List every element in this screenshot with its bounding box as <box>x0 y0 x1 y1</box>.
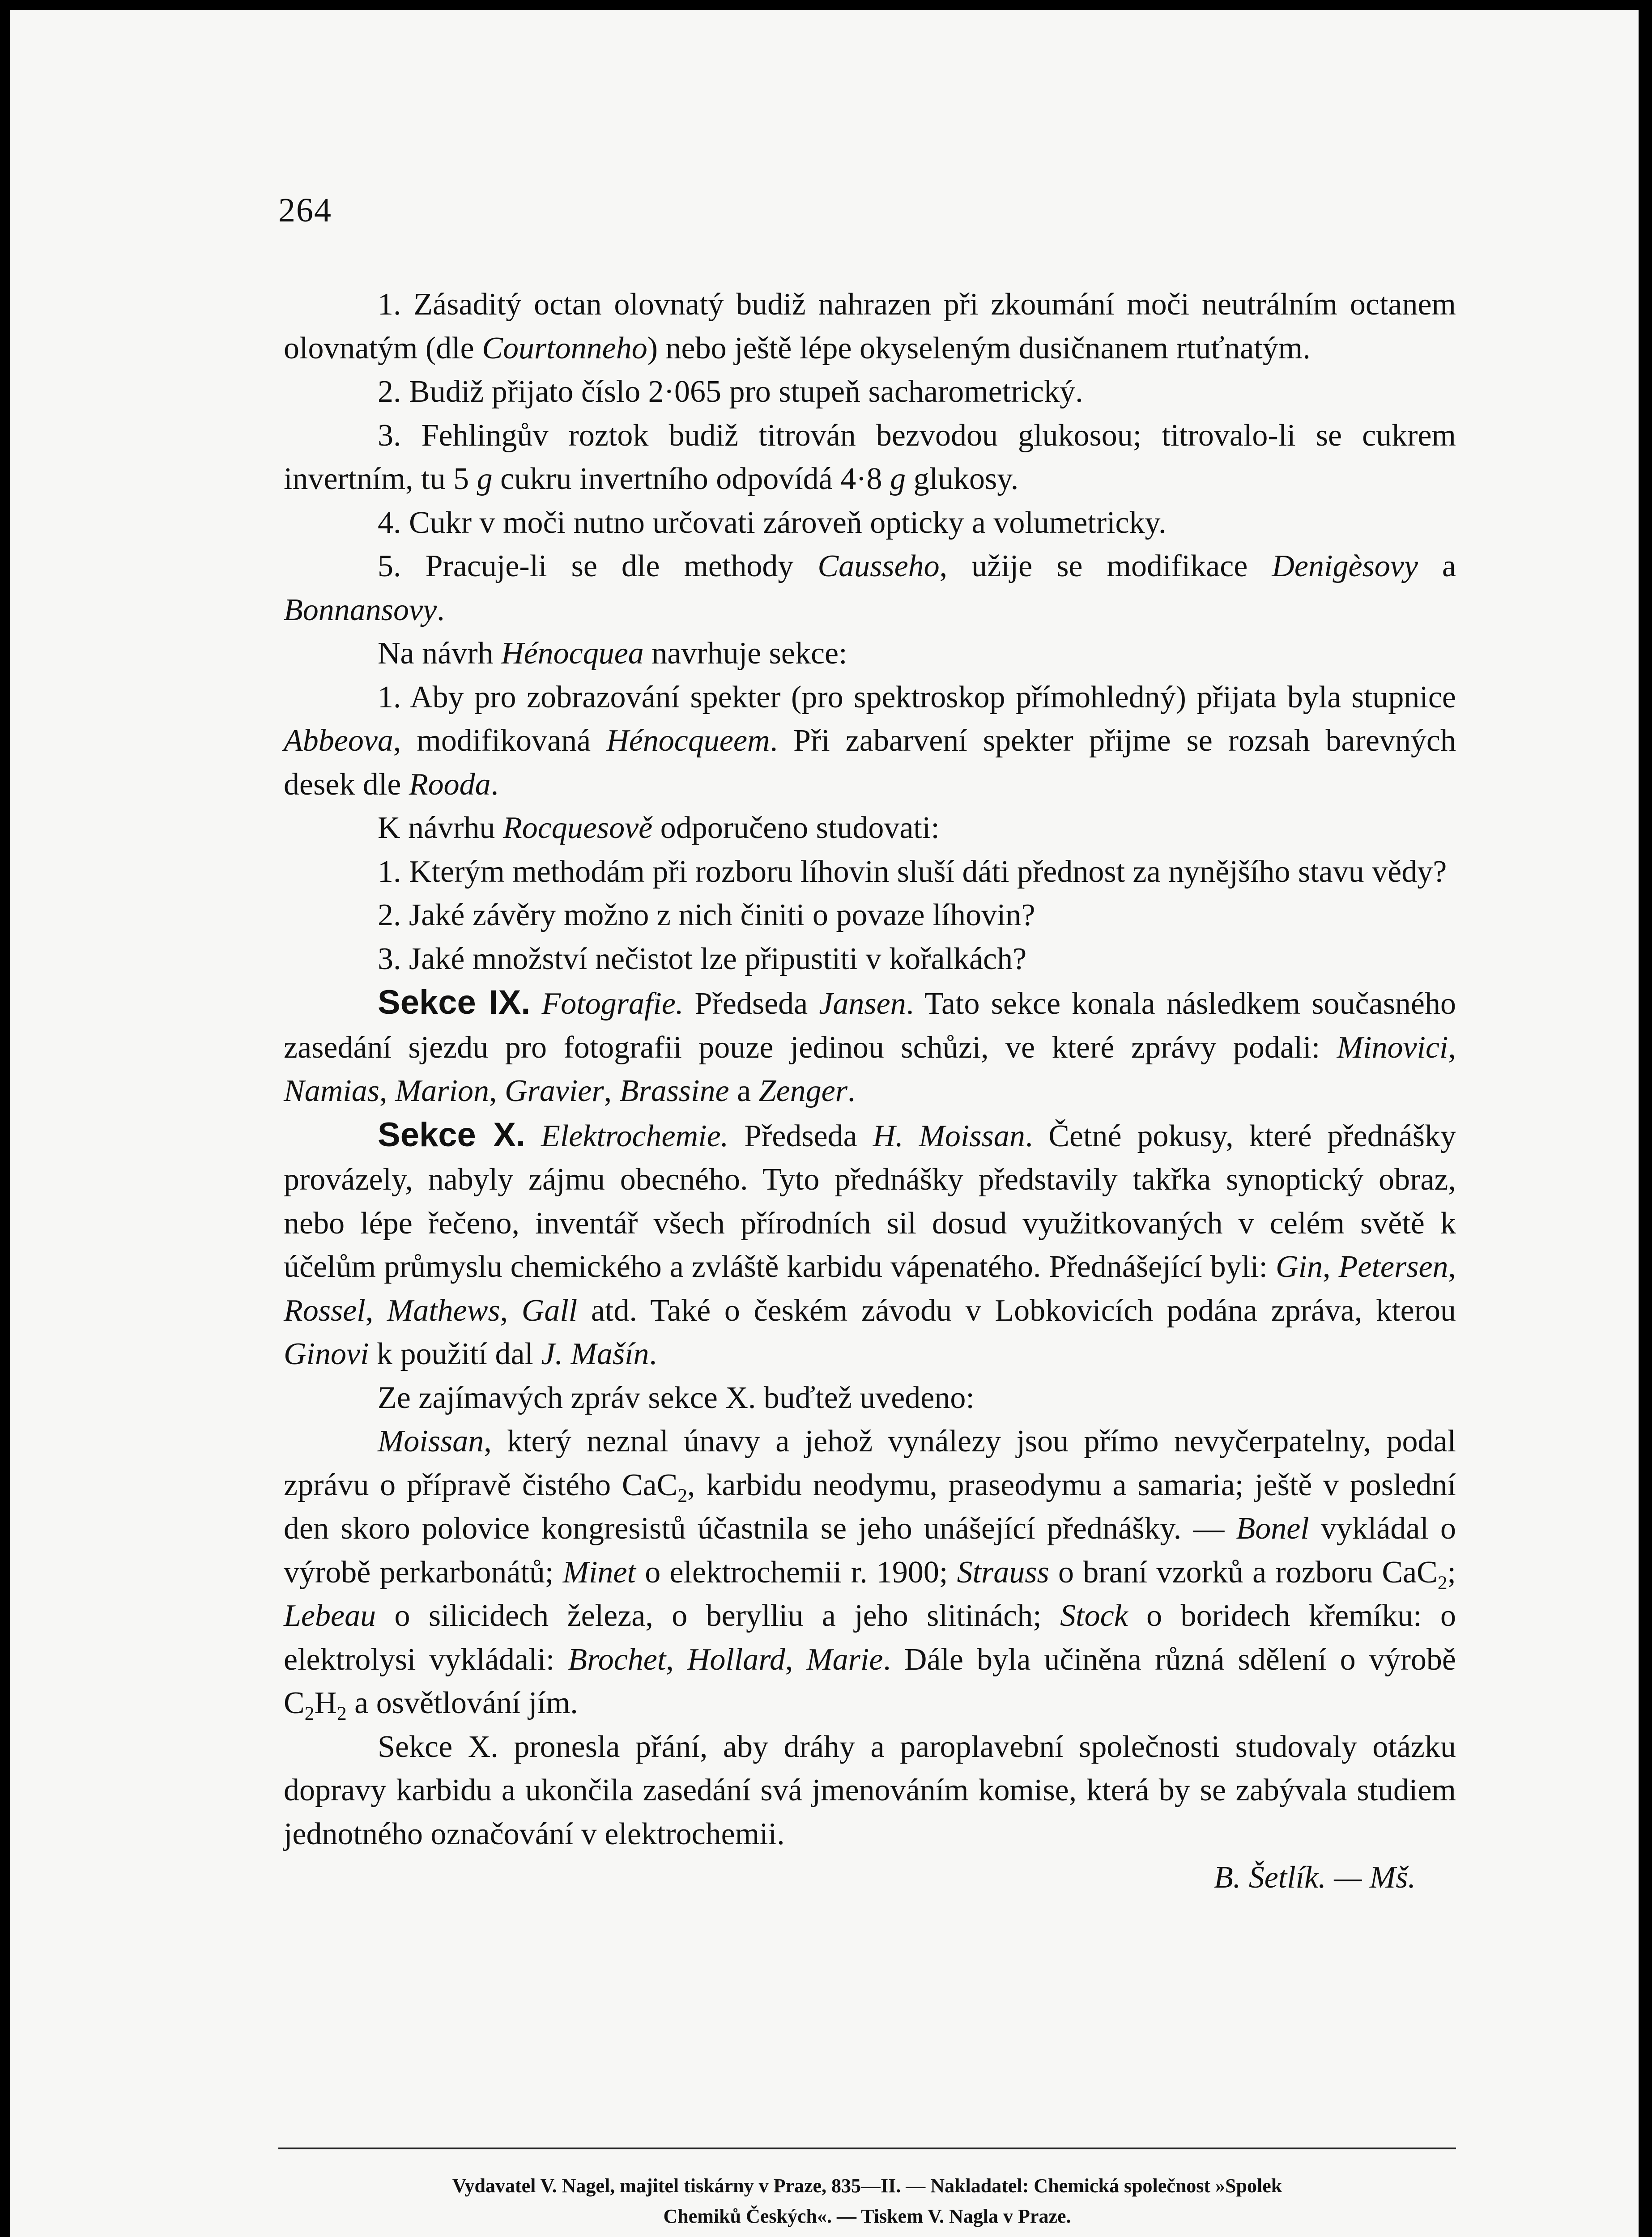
italic-name: Hollard <box>687 1642 785 1677</box>
text-run: , <box>1323 1250 1339 1284</box>
text-run: o elektrochemii r. 1900; <box>635 1555 957 1590</box>
text-run: . Tato sekce konala následkem současného zasedání sjezdu pro fotografii pouze jedinou schůzi, ve které zprávy podali: <box>284 987 1456 1065</box>
scanned-page <box>10 10 1639 2237</box>
text-run: navrhuje sekce: <box>643 636 847 671</box>
text-run: a osvětlování jím. <box>346 1686 578 1720</box>
italic-name: Brassine <box>619 1074 729 1108</box>
subscript: 2 <box>677 1484 688 1506</box>
italic-name: Zenger <box>758 1074 847 1108</box>
italic-name: Minovici <box>1337 1030 1448 1065</box>
italic-name: Rocquesově <box>502 811 653 845</box>
italic-name: Gall <box>521 1293 578 1328</box>
text-run: H <box>314 1686 337 1720</box>
text-run: K návrhu <box>378 811 503 845</box>
text-run: . Při zabarvení spekter přijme se rozsah barevných desek dle <box>284 723 1456 802</box>
italic-name: Bonnansovy <box>284 592 437 627</box>
paragraph <box>284 370 1456 414</box>
paragraph <box>284 1420 1456 1725</box>
text-run: odporučeno studovati: <box>652 811 940 845</box>
text-run: , <box>365 1293 387 1328</box>
text-run: , <box>1448 1250 1456 1284</box>
paragraph <box>284 501 1456 545</box>
italic-name: Fotografie. <box>541 987 684 1021</box>
text-run: 2. Budiž přijato číslo 2·065 pro stupeň sacharometrický. <box>378 374 1083 409</box>
colophon <box>278 2171 1456 2232</box>
text-run: . <box>847 1074 856 1108</box>
text-run: 4. Cukr v moči nutno určovati zároveň opticky a volumetricky. <box>378 505 1167 540</box>
text-run: Ze zajímavých zpráv sekce X. buďtež uvedeno: <box>378 1380 975 1415</box>
footer-rule <box>278 2148 1456 2149</box>
article-body <box>284 283 1456 1900</box>
paragraph <box>284 893 1456 937</box>
page-number: 264 <box>278 191 332 229</box>
italic-name: Strauss <box>957 1555 1049 1590</box>
paragraph <box>284 937 1456 981</box>
italic-name: Jansen <box>819 987 906 1021</box>
italic-name: Marion <box>395 1074 489 1108</box>
text-run: ; <box>1447 1555 1456 1590</box>
text-run: cukru invertního odpovídá 4·8 <box>492 462 890 496</box>
paragraph <box>284 283 1456 370</box>
paragraph <box>284 414 1456 501</box>
text-run: 2. Jaké závěry možno z nich činiti o povaze líhovin? <box>378 898 1035 932</box>
text-run: , <box>489 1074 505 1108</box>
subscript: 2 <box>336 1703 347 1724</box>
text-run: 1. Zásaditý octan olovnatý budiž nahrazen při zkoumání moči neutrálním octanem olovnatým (dle <box>284 287 1456 366</box>
text-run: , <box>785 1642 807 1677</box>
text-run: o braní vzorků a rozboru CaC <box>1049 1555 1438 1590</box>
italic-name: Stock <box>1060 1599 1128 1633</box>
italic-name: Courtonneho <box>482 331 647 366</box>
text-run: 3. Fehlingův roztok budiž titrován bezvodou glukosou; titrovalo-li se cukrem invertním, tu 5 <box>284 418 1456 496</box>
colophon-line-2: Chemiků Českých«. — Tiskem V. Nagla v Praze. <box>663 2205 1071 2227</box>
text-run: . Četné pokusy, které přednášky provázely, nabyly zájmu obecného. Tyto přednášky představily takřka synoptický obraz, nebo lépe řečeno, inventář všech přírodních sil dosud využitkovaných v celém světě k účelům průmyslu chemického a zvláště karbidu vápenatého. Přednášející byli: <box>284 1118 1456 1284</box>
italic-name: Elektrochemie. <box>541 1118 729 1153</box>
text-run: . <box>490 767 499 802</box>
text-run: , <box>379 1074 395 1108</box>
text-run: a <box>1418 549 1456 583</box>
text-run: o silicidech železa, o berylliu a jeho slitinách; <box>376 1599 1060 1633</box>
text-run: Předseda <box>728 1118 873 1153</box>
text-run <box>530 987 541 1021</box>
paragraph <box>284 1113 1456 1376</box>
text-run: , který neznal únavy a jehož vynálezy jsou přímo nevyčerpatelny, podal zprávu o přípravě čistého CaC <box>284 1424 1456 1502</box>
text-run: . <box>437 592 445 627</box>
text-run: , <box>1448 1030 1456 1065</box>
paragraph <box>284 981 1456 1113</box>
italic-name: Ginovi <box>284 1337 369 1371</box>
paragraph <box>284 850 1456 894</box>
text-run: k použití dal <box>369 1337 541 1371</box>
section-heading: Sekce X. <box>378 1115 526 1154</box>
text-run: Sekce X. pronesla přání, aby dráhy a paroplavební společnosti studovaly otázku dopravy karbidu a ukončila zasedání svá jmenováním komise, která by se zabývala studiem jednotného označování v elektrochemii. <box>284 1729 1456 1851</box>
italic-name: Mathews <box>387 1293 500 1328</box>
paragraph <box>284 632 1456 676</box>
italic-name: Petersen <box>1338 1250 1448 1284</box>
paragraph <box>284 544 1456 632</box>
text-run: a <box>729 1074 759 1108</box>
paragraph <box>284 676 1456 807</box>
text-run: , <box>604 1074 620 1108</box>
text-run: vykládal o výrobě perkarbonátů; <box>284 1511 1456 1590</box>
italic-name: g <box>477 462 493 496</box>
text-run: ) nebo ještě lépe okyseleným dusičnanem rtuťnatým. <box>647 331 1311 366</box>
italic-name: Denigèsovy <box>1272 549 1418 583</box>
text-run: atd. Také o českém závodu v Lobkovicích podána zpráva, kterou <box>577 1293 1456 1328</box>
text-run: Na návrh <box>378 636 502 671</box>
text-run: . Dále byla učiněna různá sdělení o výrobě C <box>284 1642 1456 1720</box>
text-run: , <box>500 1293 522 1328</box>
paragraph <box>284 1725 1456 1856</box>
text-run: , <box>666 1642 687 1677</box>
text-run: 1. Kterým methodám při rozboru líhovin sluší dáti přednost za nynějšího stavu vědy? <box>378 854 1447 889</box>
italic-name: Abbeova <box>284 723 393 758</box>
section-heading: Sekce IX. <box>378 983 531 1021</box>
text-run: 5. Pracuje-li se dle methody <box>378 549 818 583</box>
text-run <box>525 1119 541 1153</box>
italic-name: Moissan <box>378 1424 484 1459</box>
italic-name: g <box>890 462 906 496</box>
text-run: , užije se modifikace <box>939 549 1272 583</box>
colophon-line-1: Vydavatel V. Nagel, majitel tiskárny v Praze, 835—II. — Nakladatel: Chemická společnost »Spolek <box>452 2175 1282 2197</box>
italic-name: Minet <box>562 1555 636 1590</box>
italic-name: Bonel <box>1236 1511 1309 1546</box>
paragraph <box>284 806 1456 850</box>
italic-name: Hénocquea <box>501 636 644 671</box>
paragraph <box>284 1376 1456 1420</box>
text-run: Předseda <box>683 987 819 1021</box>
italic-name: Causseho <box>817 549 940 583</box>
text-run: . <box>649 1337 657 1371</box>
text-run: , karbidu neodymu, praseodymu a samaria; ještě v poslední den skoro polovice kongresistů účastnila se jeho unášející přednášky. — <box>284 1467 1456 1546</box>
text-run: 3. Jaké množství nečistot lze připustiti v kořalkách? <box>378 941 1027 976</box>
text-run: o boridech křemíku: o elektrolysi vykládali: <box>284 1599 1456 1677</box>
italic-name: Gravier <box>504 1074 604 1108</box>
italic-name: Marie <box>806 1642 883 1677</box>
signature: B. Šetlík. — Mš. <box>1213 1860 1416 1895</box>
italic-name: H. Moissan <box>873 1118 1025 1153</box>
italic-name: J. Mašín <box>541 1337 649 1371</box>
italic-name: Rooda <box>409 767 491 802</box>
italic-name: Hénocqueem <box>606 723 770 758</box>
italic-name: Namias <box>284 1074 379 1108</box>
subscript: 2 <box>1437 1572 1448 1594</box>
italic-name: Gin <box>1276 1250 1323 1284</box>
text-run: , modifikovaná <box>393 723 607 758</box>
text-run: glukosy. <box>906 462 1019 496</box>
italic-name: Lebeau <box>284 1599 376 1633</box>
italic-name: Brochet <box>568 1642 666 1677</box>
italic-name: Rossel <box>284 1293 366 1328</box>
text-run: 1. Aby pro zobrazování spekter (pro spektroskop přímohledný) přijata byla stupnice <box>378 680 1456 714</box>
subscript: 2 <box>304 1703 315 1724</box>
